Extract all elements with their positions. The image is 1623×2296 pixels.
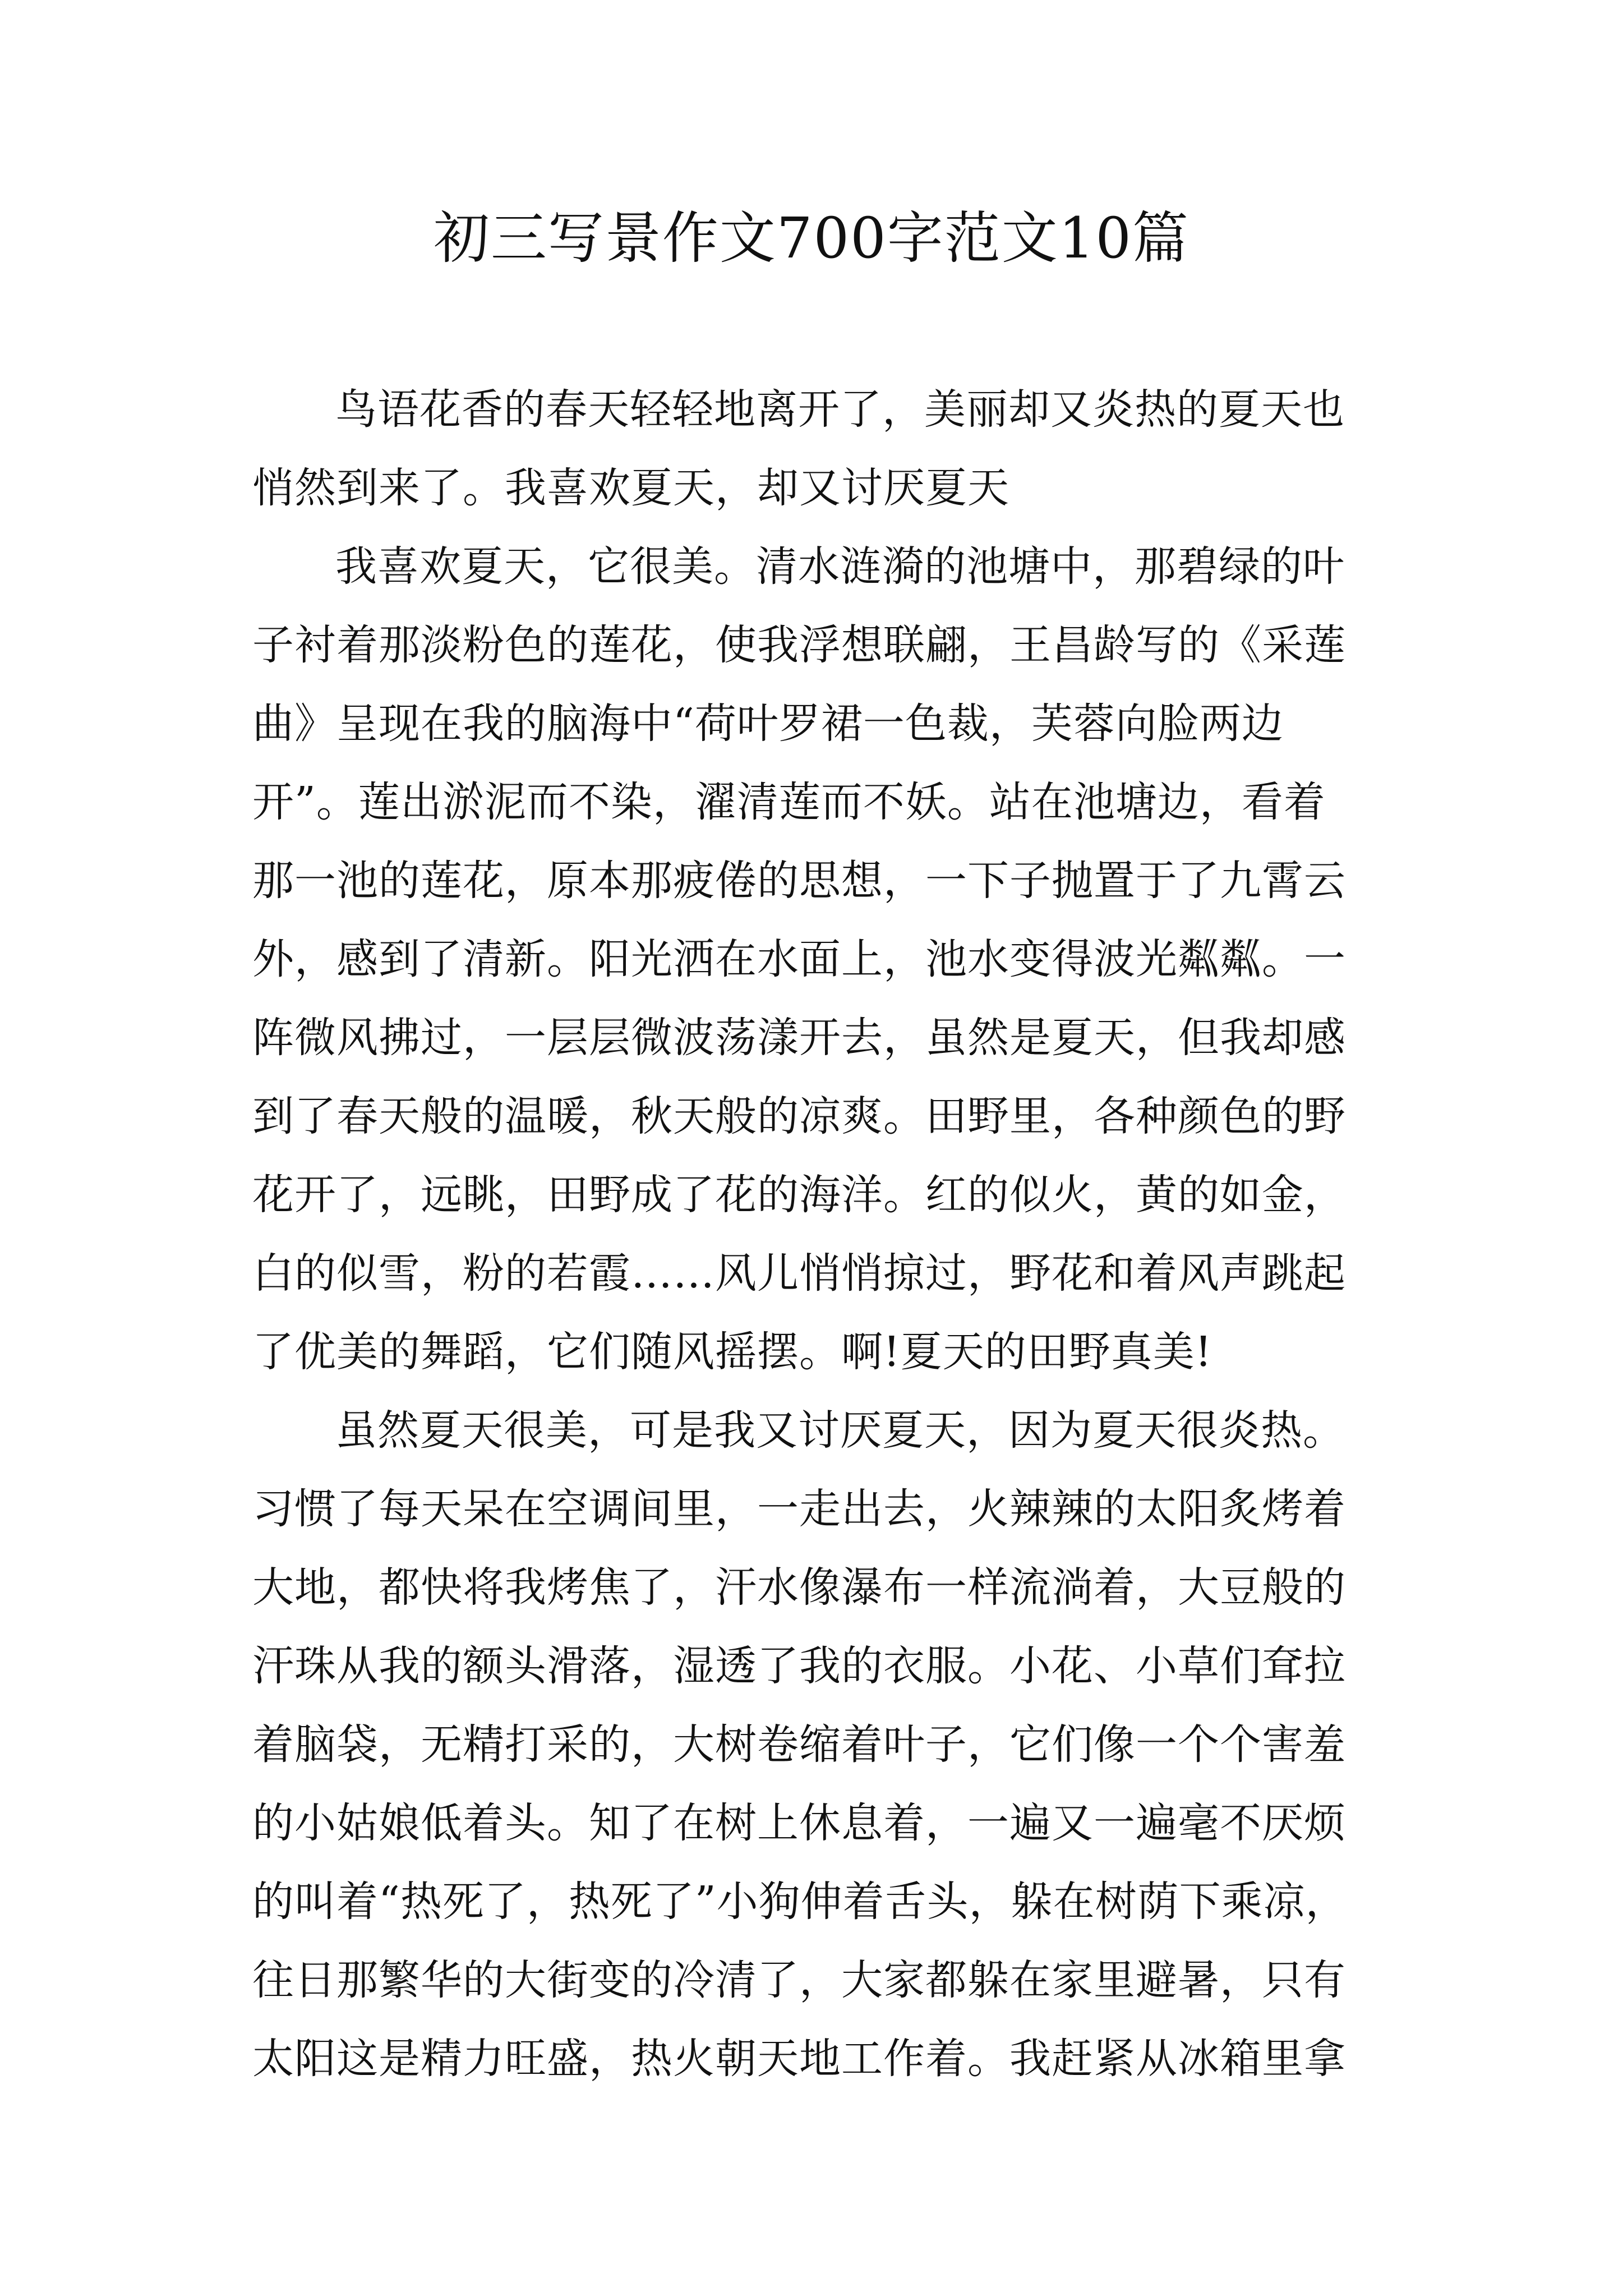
text-line: 到了春天般的温暖，秋天般的凉爽。田野里，各种颜色的野 [252, 1092, 1346, 1140]
text-line: 鸟语花香的春天轻轻地离开了，美丽却又炎热的夏天也 [335, 385, 1345, 434]
text-line: 悄然到来了。我喜欢夏天，却又讨厌夏天 [252, 464, 1009, 512]
text-line: 我喜欢夏天，它很美。清水涟漪的池塘中，那碧绿的叶 [335, 542, 1345, 591]
text-line: 曲》呈现在我的脑海中“荷叶罗裙一色裁，芙蓉向脸两边 [252, 700, 1284, 748]
text-line: 大地，都快将我烤焦了，汗水像瀑布一样流淌着，大豆般的 [252, 1563, 1346, 1612]
text-line: 往日那繁华的大街变的冷清了，大家都躲在家里避暑，只有 [252, 1956, 1346, 2004]
text-line: 花开了，远眺，田野成了花的海洋。红的似火，黄的如金， [252, 1171, 1346, 1219]
text-line: 阵微风拂过，一层层微波荡漾开去，虽然是夏天，但我却感 [252, 1014, 1346, 1062]
text-line: 白的似雪，粉的若霞……风儿悄悄掠过，野花和着风声跳起 [252, 1249, 1346, 1297]
text-line: 虽然夏天很美，可是我又讨厌夏天，因为夏天很炎热。 [335, 1406, 1345, 1455]
page-title: 初三写景作文700字范文10篇 [433, 205, 1190, 271]
text-line: 汗珠从我的额头滑落，湿透了我的衣服。小花、小草们耷拉 [252, 1642, 1346, 1690]
text-line: 着脑袋，无精打采的，大树卷缩着叶子，它们像一个个害羞 [252, 1720, 1346, 1769]
text-line: 子衬着那淡粉色的莲花，使我浮想联翩，王昌龄写的《采莲 [252, 621, 1346, 669]
text-line: 了优美的舞蹈，它们随风摇摆。啊!夏天的田野真美! [252, 1328, 1212, 1376]
text-line: 的叫着“热死了，热死了”小狗伸着舌头，躲在树荫下乘凉， [252, 1878, 1348, 1926]
text-line: 习惯了每天呆在空调间里，一走出去，火辣辣的太阳炙烤着 [252, 1485, 1346, 1533]
text-line: 那一池的莲花，原本那疲倦的思想，一下子抛置于了九霄云 [252, 857, 1346, 905]
text-line: 太阳这是精力旺盛，热火朝天地工作着。我赶紧从冰箱里拿 [252, 2035, 1346, 2083]
text-line: 开”。莲出淤泥而不染，濯清莲而不妖。站在池塘边，看着 [252, 778, 1326, 826]
document-body [252, 370, 1458, 2098]
text-line: 的小姑娘低着头。知了在树上休息着，一遍又一遍毫不厌烦 [252, 1799, 1346, 1847]
text-line: 外，感到了清新。阳光洒在水面上，池水变得波光粼粼。一 [252, 935, 1346, 983]
